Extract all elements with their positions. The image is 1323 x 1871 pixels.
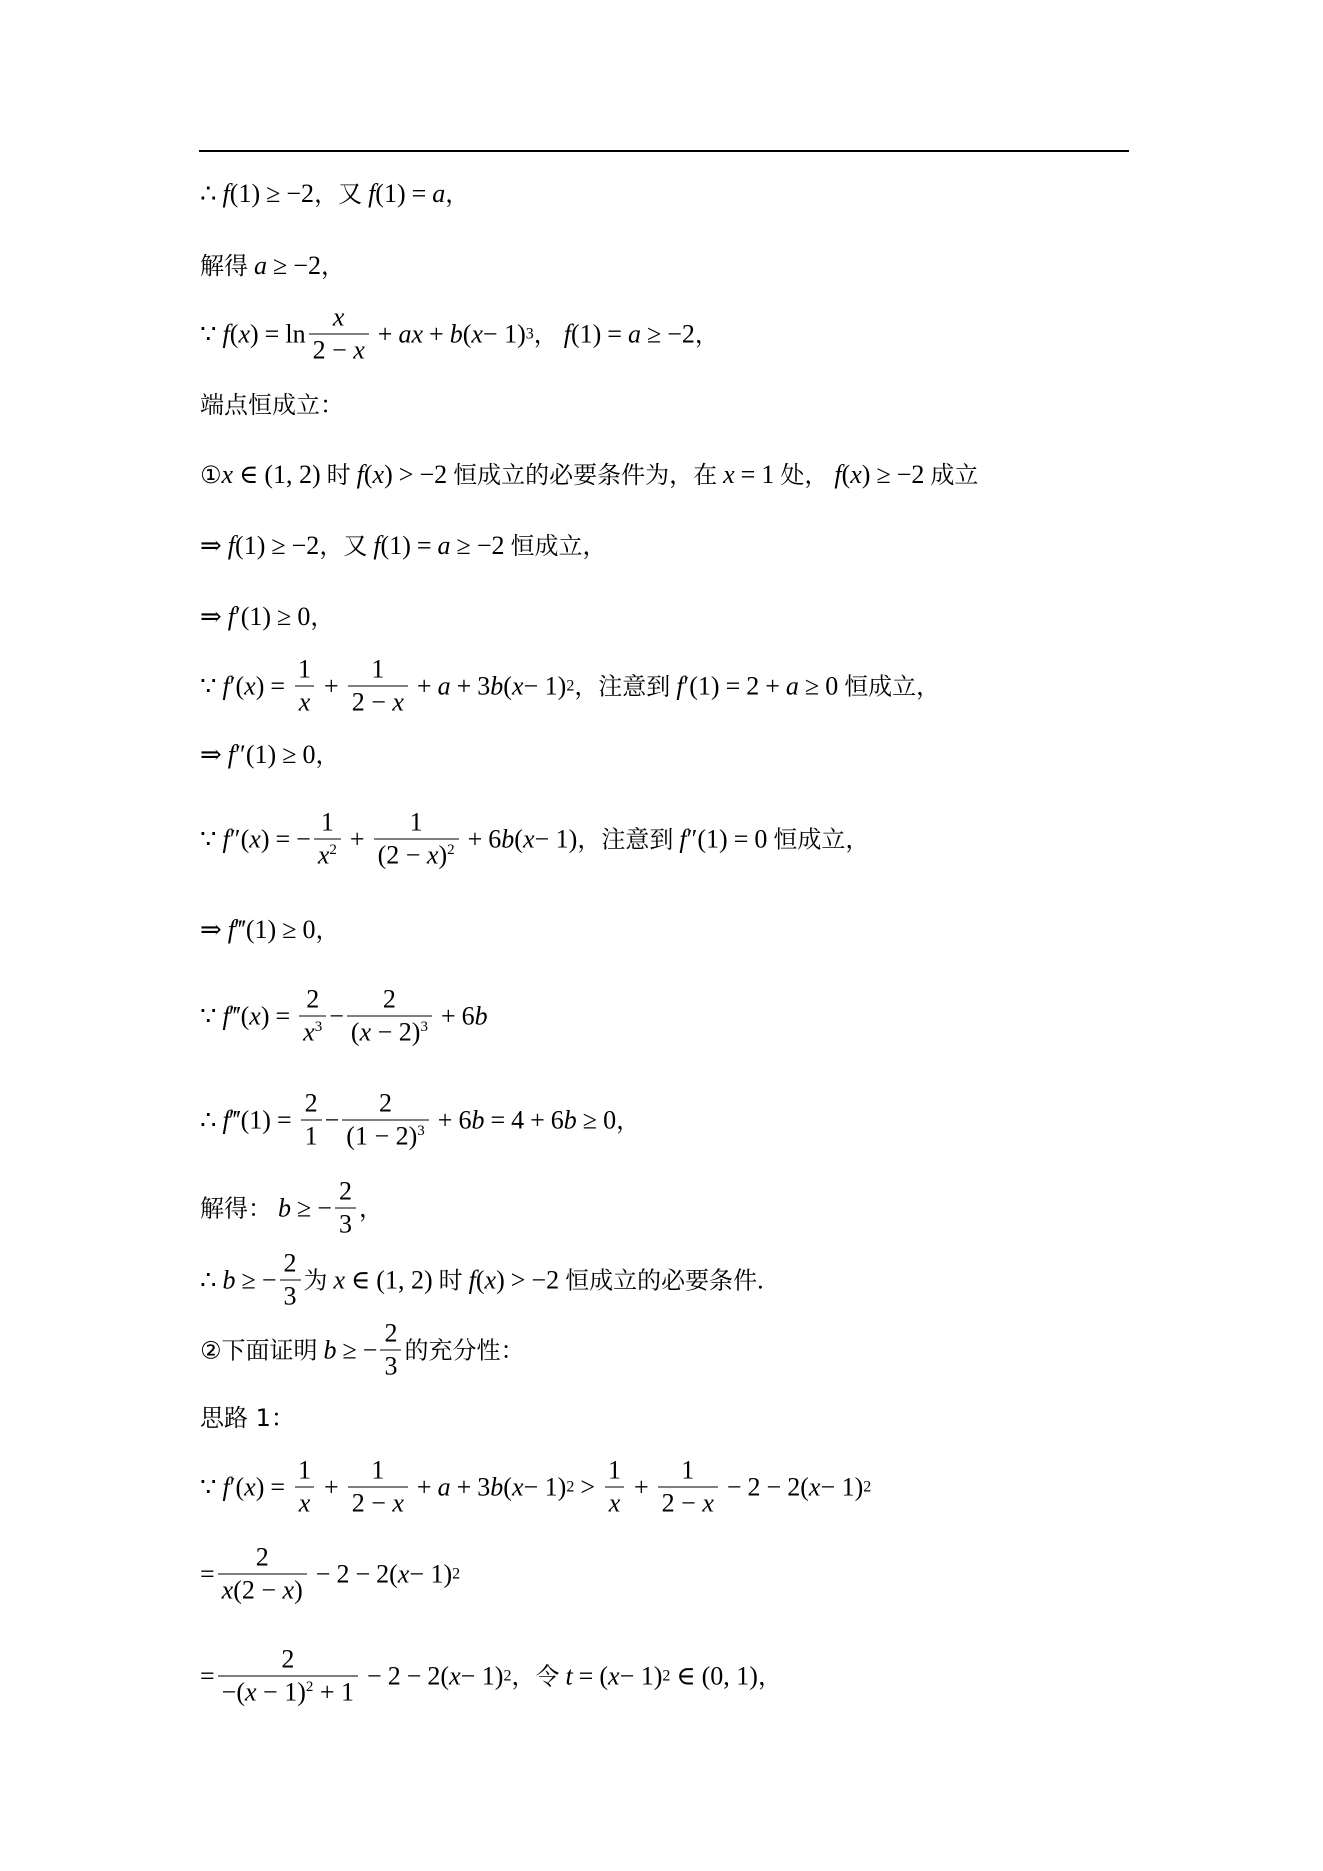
math-line-14: 解得： b ≥ − $\frac{2}{3}$ ， (200, 1176, 383, 1239)
text-wei: 为 (303, 1266, 328, 1294)
math-line-13: ∴ f ‴(1) = $\frac{2}{1}$ − $\frac{2}{(1 - 2)^3}$ + 6 b = 4 + 6 b ≥ 0 ， (200, 1088, 641, 1151)
fraction: $\frac{1}{2 - x}$ (348, 1458, 408, 1517)
fraction: $\frac{2}{-(x - 1)^2 + 1}$ (218, 1647, 358, 1706)
text-chengli: 成立 (930, 461, 979, 489)
fraction: $\frac{2}{(1 - 2)^3}$ (342, 1091, 428, 1150)
fraction: $\frac{1}{x}$ (294, 1458, 315, 1517)
header-rule (199, 150, 1129, 152)
text-jiede: 解得 (200, 252, 248, 280)
text-you: 又 (338, 180, 363, 208)
math-line-12: ∵ f ‴( x ) = $\frac{2}{x^3}$ − $\frac{2}{(x - 2)^3}$ + 6 b (200, 984, 488, 1047)
text-shi: 时 (326, 461, 351, 489)
math-line-11: ⇒ f ‴(1) ≥ 0 ， (200, 915, 340, 944)
text-bixu: 恒成立的必要条件为，在 (453, 461, 718, 489)
text-ling: ，令 (511, 1662, 560, 1690)
math-line-10: ∵ f ″( x ) = − $\frac{1}{x^2}$ + $\frac{1}{(2 - x)^2}$ + 6 b ( x − 1) ，注意到 f ″(1) = 0 恒成立， (200, 807, 870, 870)
fraction: $\frac{2}{1}$ (301, 1091, 322, 1150)
fraction: $\frac{2}{(x - 2)^3}$ (347, 987, 432, 1046)
math-line-15: ∴ b ≥ − $\frac{2}{3}$ 为 x ∈ (1, 2) 时 f ( x ) > −2 恒成立的必要条件 . (200, 1248, 764, 1311)
math-line-18: ∵ f ′( x ) = $\frac{1}{x}$ + $\frac{1}{2 - x}$ + a + 3 b ( x − 1) 2 > $\frac{1}{x}$ + $\frac{1}{2 - x}$ − 2 − 2( x − 1) 2 (200, 1455, 872, 1518)
text-silu1: 思路 1： (200, 1404, 295, 1432)
fraction: $\frac{2}{3}$ (380, 1321, 401, 1380)
text-chu: 处， (780, 461, 829, 489)
fraction: $\frac{2}{3}$ (335, 1179, 356, 1238)
math-line-2: 解得 a ≥ −2 ， (200, 251, 345, 280)
math-line-19: = $\frac{2}{x(2 - x)}$ − 2 − 2( x − 1) 2 (200, 1542, 461, 1605)
text-bixu2: 恒成立的必要条件 (565, 1266, 758, 1294)
circled-2: ② (200, 1336, 222, 1364)
text-duandian: 端点恒成立： (200, 391, 344, 419)
text-hengchengli: 恒成立， (510, 532, 607, 560)
fraction: $\frac{x}{2 - x}$ (309, 305, 369, 364)
text-line-duandian (200, 393, 344, 417)
fraction: $\frac{1}{2 - x}$ (658, 1458, 718, 1517)
text-shi-2: 时 (438, 1266, 463, 1294)
math-line-1: ∴ f (1) ≥ −2 ， 又 f (1) = a ， (200, 179, 470, 208)
fraction: $\frac{1}{(2 - x)^2}$ (374, 810, 459, 869)
text-jiede-colon: 解得： (200, 1194, 272, 1222)
text-xiamian: 下面证明 (221, 1336, 318, 1364)
text-you-2: 又 (343, 532, 368, 560)
math-line-5: ① x ∈ (1, 2) 时 f ( x ) > −2 恒成立的必要条件为，在 x = 1 处， f ( x ) ≥ −2 成立 (200, 460, 979, 489)
fraction: $\frac{1}{2 - x}$ (348, 657, 408, 716)
math-line-20: = $\frac{2}{-(x - 1)^2 + 1}$ − 2 − 2( x − 1) 2 ，令 t = ( x − 1) 2 ∈ (0, 1) ， (200, 1644, 782, 1707)
math-line-7: ⇒ f ′(1) ≥ 0 ， (200, 602, 335, 631)
text-hengchengli: 恒成立， (844, 672, 941, 700)
fraction: $\frac{2}{3}$ (280, 1251, 301, 1310)
fraction: $\frac{2}{x(2 - x)}$ (218, 1545, 307, 1604)
circled-1: ① (200, 461, 222, 489)
math-line-8: ∵ f ′( x ) = $\frac{1}{x}$ + $\frac{1}{2 - x}$ + a + 3 b ( x − 1) 2 ，注意到 f ′(1) = 2 + a ≥ 0 恒成立， (200, 654, 941, 717)
text-line-silu1 (200, 1406, 295, 1430)
text-chongfen: 的充分性： (404, 1336, 525, 1364)
math-line-16: ② 下面证明 b ≥ − $\frac{2}{3}$ 的充分性： (200, 1318, 525, 1381)
math-line-6: ⇒ f (1) ≥ −2 ， 又 f (1) = a ≥ −2 恒成立， (200, 531, 607, 560)
fraction: $\frac{1}{x}$ (294, 657, 315, 716)
fraction: $\frac{1}{x^2}$ (314, 810, 341, 869)
fraction: $\frac{1}{x}$ (604, 1458, 625, 1517)
math-line-9: ⇒ f ″(1) ≥ 0 ， (200, 740, 340, 769)
text-hengchengli: 恒成立， (773, 825, 870, 853)
math-line-3: ∵ f ( x ) = ln $\frac{x}{2 - x}$ + ax + b ( x − 1) 3 ， f (1) = a ≥ −2 ， (200, 302, 719, 365)
fraction: $\frac{2}{x^3}$ (299, 987, 326, 1046)
text-zhuyidao: ，注意到 (574, 672, 671, 700)
text-zhuyidao: ，注意到 (577, 825, 674, 853)
